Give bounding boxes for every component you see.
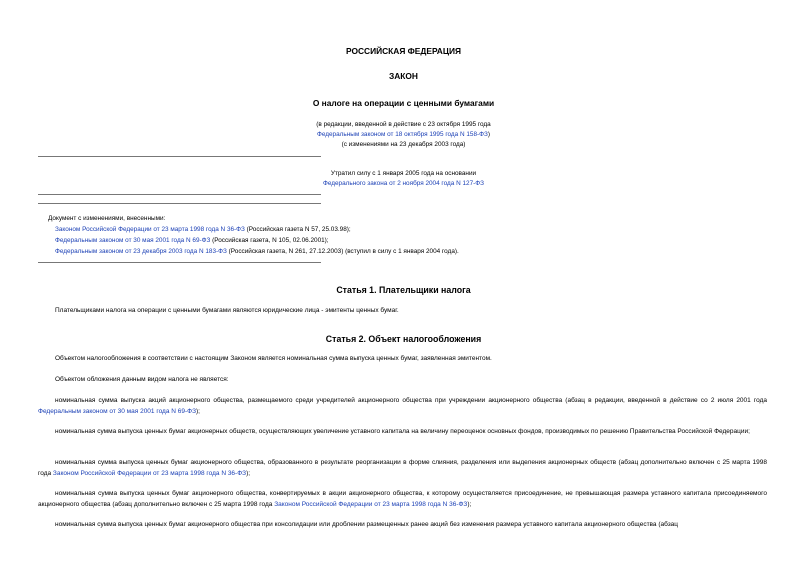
edition-note-line3: (с изменениями на 23 декабря 2003 года): [341, 141, 466, 148]
article2-paragraph: номинальная сумма выпуска ценных бумаг акционерного общества, образованного в результате реорганизации в форме слияния, разделения или выделения акционерных обществ (абзац дополнительно включен с 25 марта 1998 года Законом Российской Федерации от 23 марта 1998 года N 36-ФЗ);: [38, 459, 767, 477]
changes-intro: Документ с изменениями, внесенными:: [48, 215, 166, 222]
article2-paragraph: номинальная сумма выпуска ценных бумаг акционерного общества при консолидации или дроблении размещенных ранее акций без изменения размера уставного капитала акционерного общества (абзац: [55, 521, 679, 528]
change-item: Федеральным законом от 30 мая 2001 года N 69-ФЗ (Российская газета, N 105, 02.06.2001);: [55, 237, 329, 244]
change-item: Федеральным законом от 23 декабря 2003 года N 183-ФЗ (Российская газета, N 261, 27.12.2003) (вступил в силу с 1 января 2004 года).: [55, 248, 459, 255]
article2-paragraph: номинальная сумма выпуска акций акционерного общества, размещаемого среди учредителей акционерного общества при учреждении акционерного общества (абзац в редакции, введенной в действие со 2 июля 2001 года Федеральным законом от 30 мая 2001 года N 69-ФЗ);: [38, 397, 767, 415]
divider: [38, 262, 321, 263]
divider: [38, 194, 321, 195]
country-heading: РОССИЙСКАЯ ФЕДЕРАЦИЯ: [345, 46, 462, 56]
article2-paragraph: Объектом обложения данным видом налога не является:: [55, 376, 229, 383]
article1-text: Плательщиками налога на операции с ценными бумагами являются юридические лица - эмитенты ценных бумаг.: [55, 307, 399, 314]
divider: [38, 203, 321, 204]
article2-paragraph: номинальная сумма выпуска ценных бумаг акционерного общества, конвертируемых в акции акционерного общества, к которому осуществляется присоединение, не превышающая размера уставного капитала присоединяемого акционерного общества (абзац дополнительно включен с 25 марта 1998 года Законом Российской Федерации от 23 марта 1998 года N 36-ФЗ);: [38, 490, 767, 508]
article2-paragraph: номинальная сумма выпуска ценных бумаг акционерных обществ, осуществляющих увеличение уставного капитала на величину переоценок основных фондов, производимых по решению Правительства Российской Федерации;: [55, 428, 750, 435]
article1-title: Статья 1. Плательщики налога: [336, 285, 471, 295]
article2-paragraph: Объектом налогообложения в соответствии с настоящим Законом является номинальная сумма выпуска ценных бумаг, заявленная эмитентом.: [55, 355, 492, 362]
expired-note: Утратил силу с 1 января 2005 года на основании: [330, 170, 477, 177]
expired-link: Федерального закона от 2 ноября 2004 года N 127-ФЗ: [322, 180, 484, 187]
edition-note-line2: Федеральным законом от 18 октября 1995 года N 158-ФЗ): [316, 131, 491, 138]
law-title: О налоге на операции с ценными бумагами: [312, 98, 495, 108]
divider: [38, 156, 321, 157]
edition-note-line1: (в редакции, введенной в действие с 23 октября 1995 года: [316, 121, 491, 128]
edition-link[interactable]: Федеральным законом от 18 октября 1995 года N 158-ФЗ: [316, 131, 488, 138]
change-item: Законом Российской Федерации от 23 марта 1998 года N 36-ФЗ (Российская газета N 57, 25.03.98);: [55, 226, 351, 233]
doc-type-heading: ЗАКОН: [389, 71, 418, 81]
article2-title: Статья 2. Объект налогообложения: [325, 334, 482, 344]
